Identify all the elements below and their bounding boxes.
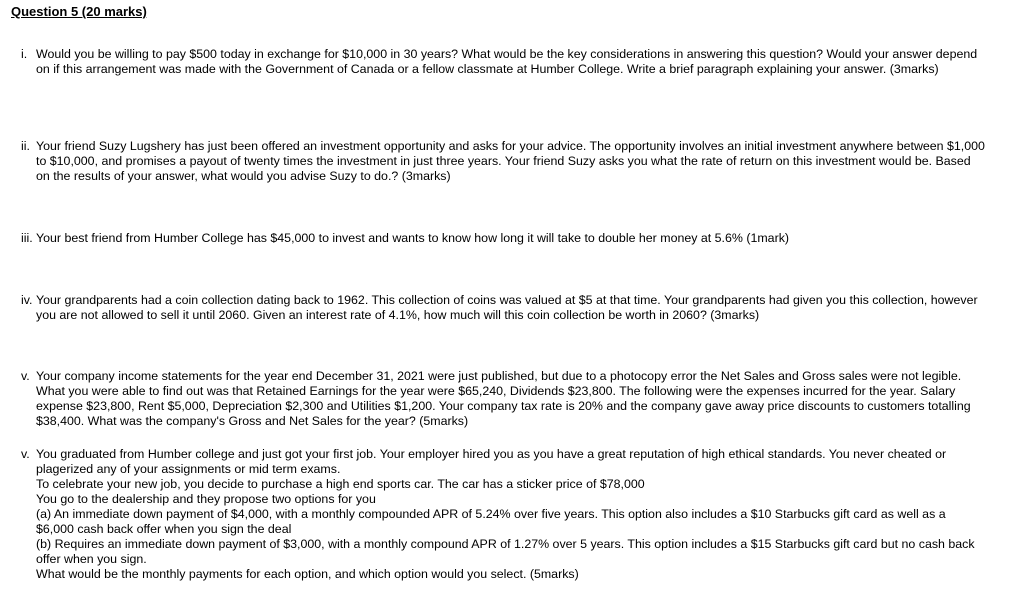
question-body: Your friend Suzy Lugshery has just been offered an investment opportunity and asks for your advice. The opportunity involves an initial investment anywhere between $1,000 to $10,000, and promises a payout of twenty times the investment in just three years. Your friend Suzy asks you what the rate of return on this investment would be. Based on the results of your answer, what would you advise Suzy to do.? (3marks) bbox=[36, 139, 985, 183]
question-body: Your best friend from Humber College has $45,000 to invest and wants to know how long it will take to double her money at 5.6% (1mark) bbox=[36, 231, 790, 245]
question-i bbox=[21, 47, 986, 77]
question-v bbox=[21, 369, 986, 429]
question-ii bbox=[21, 139, 986, 184]
question-iii-text bbox=[21, 231, 986, 246]
question-ii-text bbox=[21, 139, 986, 184]
question-v-text bbox=[21, 369, 986, 429]
question-i-text bbox=[21, 47, 986, 77]
question-number: ii. bbox=[21, 139, 30, 153]
question-v2-option-a: (a) An immediate down payment of $4,000, with a monthly compounded APR of 5.24% over five years. This option also includes a $10 Starbucks gift card as well as a $6,000 cash back offer when you sign the deal bbox=[36, 507, 946, 536]
question-number: iii. bbox=[21, 231, 33, 245]
question-title: Question 5 (20 marks) bbox=[11, 4, 147, 19]
question-body: Your company income statements for the year end December 31, 2021 were just published, but due to a photocopy error the Net Sales and Gross sales were not legible. What you were able to find out was that Retained Earnings for the year were $65,240, Dividends $23,800. The following were the expenses incurred for the year. Salary expense $23,800, Rent $5,000, Depreciation $2,300 and Utilities $1,200. Your company tax rate is 20% and the company gave away price discounts to customers totalling $38,400. What was the company's Gross and Net Sales for the year? (5marks) bbox=[36, 369, 971, 428]
question-v-second bbox=[21, 447, 986, 582]
question-v2-option-b: (b) Requires an immediate down payment of $3,000, with a monthly compound APR of 1.27% over 5 years. This option includes a $15 Starbucks gift card but no cash back offer when you sign. bbox=[36, 537, 975, 566]
question-iii bbox=[21, 231, 986, 246]
question-v2-line-6: What would be the monthly payments for each option, and which option would you select. (5marks) bbox=[36, 567, 579, 581]
question-number: v. bbox=[21, 447, 30, 461]
question-iv-text bbox=[21, 293, 986, 323]
question-number: i. bbox=[21, 47, 28, 61]
question-body: Your grandparents had a coin collection dating back to 1962. This collection of coins was valued at $5 at that time. Your grandparents had given you this collection, however you are not allowed to sell it until 2060. Given an interest rate of 4.1%, how much will this coin collection be worth in 2060? (3marks) bbox=[36, 293, 978, 322]
question-body: Would you be willing to pay $500 today in exchange for $10,000 in 30 years? What would be the key considerations in answering this question? Would your answer depend on if this arrangement was made with the Government of Canada or a fellow classmate at Humber College. Write a brief paragraph explaining your answer. (3marks) bbox=[36, 47, 978, 76]
question-v2-line-2: To celebrate your new job, you decide to purchase a high end sports car. The car has a sticker price of $78,000 bbox=[36, 477, 645, 491]
question-iv bbox=[21, 293, 986, 323]
question-v2-line-1 bbox=[21, 447, 986, 477]
question-number: v. bbox=[21, 369, 30, 383]
question-v2-line-3: You go to the dealership and they propose two options for you bbox=[36, 492, 376, 506]
question-number: iv. bbox=[21, 293, 33, 307]
question-body: You graduated from Humber college and just got your first job. Your employer hired you as you have a great reputation of high ethical standards. You never cheated or plagerized any of your assignments or mid term exams. bbox=[36, 447, 947, 476]
